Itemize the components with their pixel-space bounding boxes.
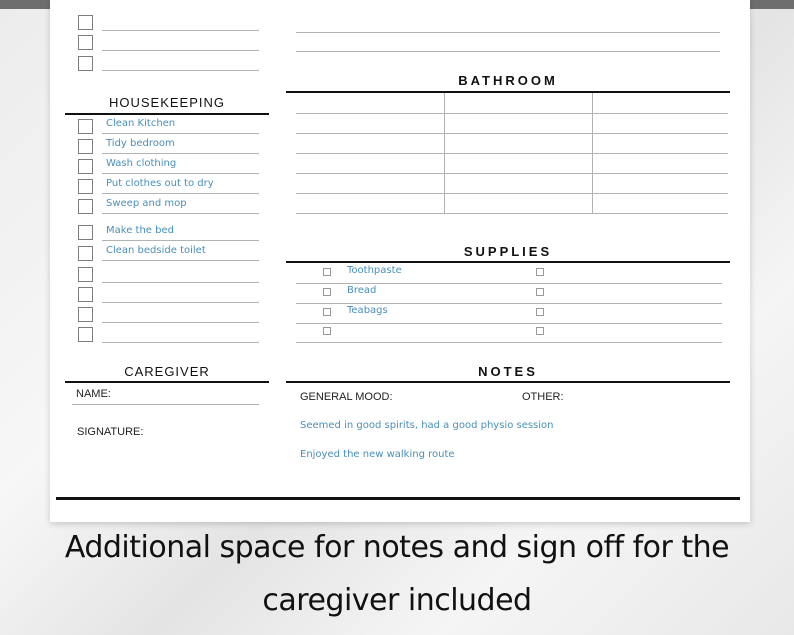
- write-line: [102, 50, 259, 51]
- write-line: [102, 133, 259, 134]
- write-line: [102, 260, 259, 261]
- checkbox[interactable]: [323, 288, 331, 296]
- supply-item: Toothpaste: [347, 265, 402, 276]
- write-line: [102, 322, 259, 323]
- checkbox[interactable]: [78, 327, 93, 342]
- write-line: [102, 70, 259, 71]
- checkbox[interactable]: [78, 246, 93, 261]
- write-line: [102, 193, 259, 194]
- task-label: Clean Kitchen: [106, 118, 176, 129]
- write-line: [102, 30, 259, 31]
- checkbox[interactable]: [536, 268, 544, 276]
- checkbox[interactable]: [536, 308, 544, 316]
- caption-line-2: caregiver included: [262, 583, 532, 618]
- write-line: [102, 213, 259, 214]
- sheet-bottom-rule: [56, 497, 740, 500]
- supplies-rule: [286, 261, 730, 263]
- write-line: [296, 342, 722, 343]
- bathroom-rule: [286, 91, 730, 93]
- other-label: OTHER:: [522, 391, 564, 403]
- signature-label: SIGNATURE:: [77, 426, 144, 438]
- checkbox[interactable]: [78, 159, 93, 174]
- checkbox[interactable]: [78, 179, 93, 194]
- task-label: Make the bed: [106, 225, 174, 236]
- checkbox[interactable]: [536, 327, 544, 335]
- task-label: Tidy bedroom: [106, 138, 175, 149]
- checkbox[interactable]: [78, 15, 93, 30]
- task-label: Sweep and mop: [106, 198, 187, 209]
- supply-item: Bread: [347, 285, 377, 296]
- name-label: NAME:: [76, 388, 111, 400]
- note-entry: Enjoyed the new walking route: [300, 449, 455, 460]
- bathroom-heading: BATHROOM: [458, 73, 558, 88]
- checkbox[interactable]: [78, 199, 93, 214]
- caregiver-heading: CAREGIVER: [124, 364, 210, 379]
- checkbox[interactable]: [78, 139, 93, 154]
- table-row-line: [296, 113, 728, 114]
- write-line: [296, 32, 720, 33]
- note-entry: Seemed in good spirits, had a good physio session: [300, 420, 554, 431]
- caption-line-1: Additional space for notes and sign off for the: [64, 530, 730, 565]
- table-row-line: [296, 173, 728, 174]
- write-line: [296, 323, 722, 324]
- checkbox[interactable]: [536, 288, 544, 296]
- checkbox[interactable]: [78, 267, 93, 282]
- write-line: [102, 282, 259, 283]
- write-line: [102, 173, 259, 174]
- write-line: [296, 51, 720, 52]
- task-label: Clean bedside toilet: [106, 245, 206, 256]
- write-line: [296, 283, 722, 284]
- name-line: [72, 404, 259, 405]
- table-row-line: [296, 193, 728, 194]
- checkbox[interactable]: [323, 268, 331, 276]
- checkbox[interactable]: [78, 307, 93, 322]
- table-row-line: [296, 213, 728, 214]
- checkbox[interactable]: [78, 119, 93, 134]
- housekeeping-heading: HOUSEKEEPING: [108, 95, 226, 110]
- write-line: [296, 303, 722, 304]
- task-label: Put clothes out to dry: [106, 178, 214, 189]
- notes-rule: [286, 381, 730, 383]
- planner-sheet: [50, 0, 750, 522]
- checkbox[interactable]: [323, 308, 331, 316]
- write-line: [102, 302, 259, 303]
- notes-heading: NOTES: [478, 364, 538, 379]
- checkbox[interactable]: [78, 56, 93, 71]
- caregiver-rule: [65, 381, 269, 383]
- checkbox[interactable]: [323, 327, 331, 335]
- supplies-heading: SUPPLIES: [463, 244, 553, 259]
- checkbox[interactable]: [78, 287, 93, 302]
- supply-item: Teabags: [347, 305, 388, 316]
- checkbox[interactable]: [78, 35, 93, 50]
- task-label: Wash clothing: [106, 158, 177, 169]
- write-line: [102, 240, 259, 241]
- table-row-line: [296, 153, 728, 154]
- table-row-line: [296, 133, 728, 134]
- checkbox[interactable]: [78, 225, 93, 240]
- write-line: [102, 153, 259, 154]
- write-line: [102, 342, 259, 343]
- general-mood-label: GENERAL MOOD:: [300, 391, 393, 403]
- housekeeping-rule: [65, 113, 269, 115]
